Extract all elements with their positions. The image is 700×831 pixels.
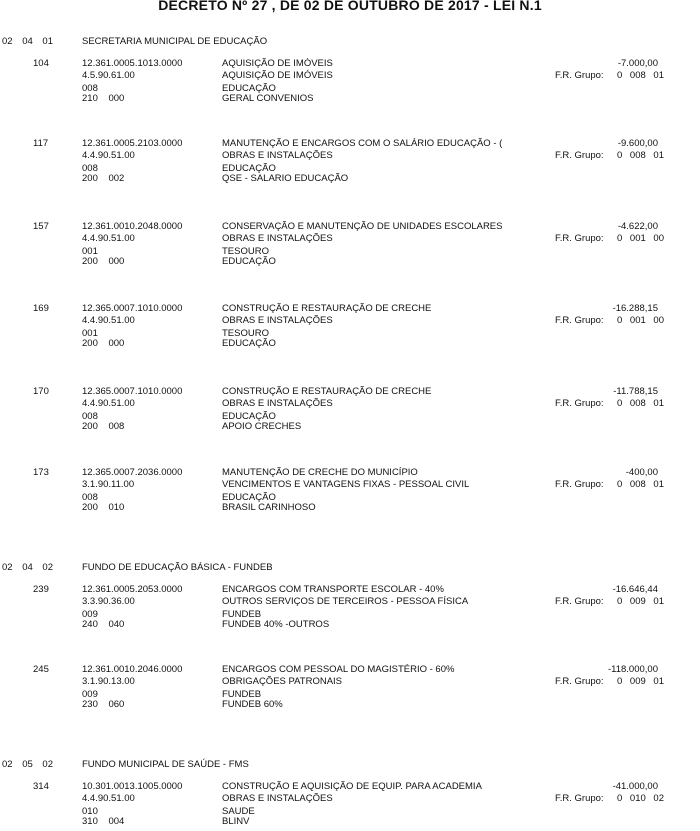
- program-code: 12.365.0007.2036.0000: [82, 467, 183, 478]
- source-description: EDUCAÇÃO: [222, 492, 276, 503]
- entry-number: 245: [33, 664, 49, 675]
- fr-group-value: 0 008 01: [617, 70, 664, 81]
- entry-codes: [82, 664, 218, 711]
- entry-codes: [82, 781, 218, 828]
- source-code: 010: [82, 806, 98, 817]
- entry-amount: -7.000,00: [617, 58, 658, 69]
- source-description: FUNDEB: [222, 689, 262, 700]
- element-code: 3.3.90.36.00: [82, 596, 135, 607]
- entry-number: 173: [33, 467, 49, 478]
- fr-group-label: F.R. Grupo:: [555, 596, 604, 607]
- source-code: 008: [82, 83, 98, 94]
- element-code: 4.4.90.51.00: [82, 150, 135, 161]
- element-description: OBRAS E INSTALAÇÕES: [222, 315, 333, 326]
- program-code: 12.365.0007.1010.0000: [82, 386, 183, 397]
- action-description: MANUTENÇÃO DE CRECHE DO MUNICÍPIO: [222, 467, 418, 478]
- fr-group: [555, 70, 664, 82]
- element-description: OUTROS SERVIÇOS DE TERCEIROS - PESSOA FÍSICA: [222, 596, 469, 607]
- fr-group-label: F.R. Grupo:: [555, 315, 604, 326]
- fonte-description: QSE - SALARIO EDUCAÇÃO: [222, 173, 349, 184]
- action-description: AQUISIÇÃO DE IMÓVEIS: [222, 58, 333, 69]
- fr-group-value: 0 010 02: [617, 793, 664, 804]
- fonte-description: APOIO CRECHES: [222, 421, 302, 432]
- fonte-description: FUNDEB 40% -OUTROS: [222, 619, 330, 630]
- entry-number: 169: [33, 303, 49, 314]
- fr-group-value: 0 008 01: [617, 398, 664, 409]
- entry-codes: [82, 467, 218, 514]
- fr-group-label: F.R. Grupo:: [555, 793, 604, 804]
- entry-amount: -16.646,44: [612, 584, 658, 595]
- budget-entry: [0, 584, 700, 634]
- source-code: 008: [82, 411, 98, 422]
- element-code: 4.5.90.61.00: [82, 70, 135, 81]
- element-code: 3.1.90.13.00: [82, 676, 135, 687]
- fr-group-value: 0 001 00: [617, 315, 664, 326]
- element-code: 3.1.90.11.00: [82, 479, 135, 490]
- fr-group-value: 0 009 01: [617, 596, 664, 607]
- action-description: ENCARGOS COM PESSOAL DO MAGISTÉRIO - 60%: [222, 664, 455, 675]
- entry-number: 314: [33, 781, 49, 792]
- fonte-code: 240 040: [82, 619, 125, 630]
- action-description: CONSTRUÇÃO E RESTAURAÇÃO DE CRECHE: [222, 303, 432, 314]
- fr-group-label: F.R. Grupo:: [555, 398, 604, 409]
- entry-amount: -118.000,00: [607, 664, 658, 675]
- fr-group: [555, 793, 664, 805]
- program-code: 10.301.0013.1005.0000: [82, 781, 183, 792]
- budget-entry: [0, 781, 700, 831]
- source-code: 009: [82, 689, 98, 700]
- entry-descriptions: [222, 664, 556, 711]
- budget-entry: [0, 467, 700, 517]
- entry-descriptions: [222, 221, 556, 268]
- element-description: AQUISIÇÃO DE IMÓVEIS: [222, 70, 333, 81]
- entry-number: 104: [33, 58, 49, 69]
- source-description: FUNDEB: [222, 609, 262, 620]
- fonte-description: GERAL CONVENIOS: [222, 93, 314, 104]
- action-description: MANUTENÇÃO E ENCARGOS COM O SALÁRIO EDUCAÇÃO - (: [222, 138, 503, 149]
- budget-entry: [0, 386, 700, 436]
- fr-group: [555, 233, 664, 245]
- fonte-code: 200 002: [82, 173, 125, 184]
- decree-title: DECRETO Nº 27 , DE 02 DE OUTUBRO DE 2017 - LEI N.1: [158, 0, 542, 13]
- fr-group: [555, 398, 664, 410]
- unit-code: 02 05 02: [2, 759, 53, 770]
- fr-group: [555, 676, 664, 688]
- element-description: VENCIMENTOS E VANTAGENS FIXAS - PESSOAL CIVIL: [222, 479, 470, 490]
- budget-entry: [0, 58, 700, 108]
- entry-descriptions: [222, 467, 556, 514]
- fr-group-label: F.R. Grupo:: [555, 70, 604, 81]
- fr-group: [555, 479, 664, 491]
- action-description: ENCARGOS COM TRANSPORTE ESCOLAR - 40%: [222, 584, 444, 595]
- element-code: 4.4.90.51.00: [82, 793, 135, 804]
- source-description: TESOURO: [222, 246, 269, 257]
- fonte-code: 200 000: [82, 338, 125, 349]
- element-code: 4.4.90.51.00: [82, 315, 135, 326]
- program-code: 12.361.0005.1013.0000: [82, 58, 183, 69]
- fr-group: [555, 150, 664, 162]
- entry-amount: -16.288,15: [612, 303, 658, 314]
- entry-codes: [82, 303, 218, 350]
- entry-codes: [82, 584, 218, 631]
- entry-amount: -4.622,00: [617, 221, 658, 232]
- unit-code: 02 04 02: [2, 562, 53, 573]
- source-description: TESOURO: [222, 328, 269, 339]
- entry-descriptions: [222, 58, 556, 105]
- fr-group-label: F.R. Grupo:: [555, 676, 604, 687]
- source-description: EDUCAÇÃO: [222, 163, 276, 174]
- entry-descriptions: [222, 303, 556, 350]
- fonte-code: 210 000: [82, 93, 125, 104]
- fr-group-value: 0 008 01: [617, 150, 664, 161]
- fonte-code: 200 010: [82, 502, 125, 513]
- fonte-code: 310 004: [82, 816, 125, 827]
- source-code: 008: [82, 492, 98, 503]
- entry-descriptions: [222, 584, 556, 631]
- entry-descriptions: [222, 138, 556, 185]
- unit-name: FUNDO DE EDUCAÇÃO BÁSICA - FUNDEB: [82, 562, 273, 573]
- entry-number: 239: [33, 584, 49, 595]
- program-code: 12.361.0010.2048.0000: [82, 221, 183, 232]
- source-description: EDUCAÇÃO: [222, 411, 276, 422]
- program-code: 12.365.0007.1010.0000: [82, 303, 183, 314]
- budget-entry: [0, 221, 700, 271]
- unit-code: 02 04 01: [2, 36, 53, 47]
- program-code: 12.361.0005.2053.0000: [82, 584, 183, 595]
- budget-entry: [0, 664, 700, 714]
- action-description: CONSTRUÇÃO E RESTAURAÇÃO DE CRECHE: [222, 386, 432, 397]
- fonte-description: BLINV: [222, 816, 250, 827]
- entry-number: 157: [33, 221, 49, 232]
- entry-amount: -41.000,00: [612, 781, 658, 792]
- fr-group-value: 0 008 01: [617, 479, 664, 490]
- entry-amount: -11.788,15: [613, 386, 658, 397]
- entry-amount: -9.600,00: [617, 138, 658, 149]
- fonte-description: EDUCAÇÃO: [222, 256, 276, 267]
- fr-group-value: 0 009 01: [617, 676, 664, 687]
- unit-name: SECRETARIA MUNICIPAL DE EDUCAÇÃO: [82, 36, 268, 47]
- fr-group-label: F.R. Grupo:: [555, 150, 604, 161]
- source-code: 001: [82, 328, 98, 339]
- element-code: 4.4.90.51.00: [82, 233, 135, 244]
- program-code: 12.361.0005.2103.0000: [82, 138, 183, 149]
- fonte-description: EDUCAÇÃO: [222, 338, 276, 349]
- element-description: OBRAS E INSTALAÇÕES: [222, 150, 333, 161]
- fr-group: [555, 315, 664, 327]
- entry-codes: [82, 221, 218, 268]
- entry-descriptions: [222, 781, 556, 828]
- element-description: OBRAS E INSTALAÇÕES: [222, 398, 333, 409]
- element-description: OBRAS E INSTALAÇÕES: [222, 793, 333, 804]
- entry-codes: [82, 386, 218, 433]
- action-description: CONSERVAÇÃO E MANUTENÇÃO DE UNIDADES ESCOLARES: [222, 221, 503, 232]
- budget-entry: [0, 303, 700, 353]
- unit-name: FUNDO MUNICIPAL DE SAÚDE - FMS: [82, 759, 249, 770]
- entry-codes: [82, 138, 218, 185]
- fonte-code: 200 000: [82, 256, 125, 267]
- source-code: 001: [82, 246, 98, 257]
- fr-group-value: 0 001 00: [617, 233, 664, 244]
- source-description: EDUCAÇÃO: [222, 83, 276, 94]
- element-description: OBRIGAÇÕES PATRONAIS: [222, 676, 343, 687]
- fr-group: [555, 596, 664, 608]
- fonte-code: 200 008: [82, 421, 125, 432]
- source-code: 009: [82, 609, 98, 620]
- fonte-description: FUNDEB 60%: [222, 699, 283, 710]
- fonte-code: 230 060: [82, 699, 125, 710]
- source-code: 008: [82, 163, 98, 174]
- fr-group-label: F.R. Grupo:: [555, 233, 604, 244]
- element-description: OBRAS E INSTALAÇÕES: [222, 233, 333, 244]
- fr-group-label: F.R. Grupo:: [555, 479, 604, 490]
- budget-entry: [0, 138, 700, 188]
- entry-number: 170: [33, 386, 49, 397]
- program-code: 12.361.0010.2046.0000: [82, 664, 183, 675]
- element-code: 4.4.90.51.00: [82, 398, 135, 409]
- fonte-description: BRASIL CARINHOSO: [222, 502, 316, 513]
- action-description: CONSTRUÇÃO E AQUISIÇÃO DE EQUIP. PARA ACADEMIA: [222, 781, 482, 792]
- entry-number: 117: [33, 138, 49, 149]
- source-description: SAUDE: [222, 806, 255, 817]
- entry-codes: [82, 58, 218, 105]
- entry-amount: -400,00: [625, 467, 658, 478]
- entry-descriptions: [222, 386, 556, 433]
